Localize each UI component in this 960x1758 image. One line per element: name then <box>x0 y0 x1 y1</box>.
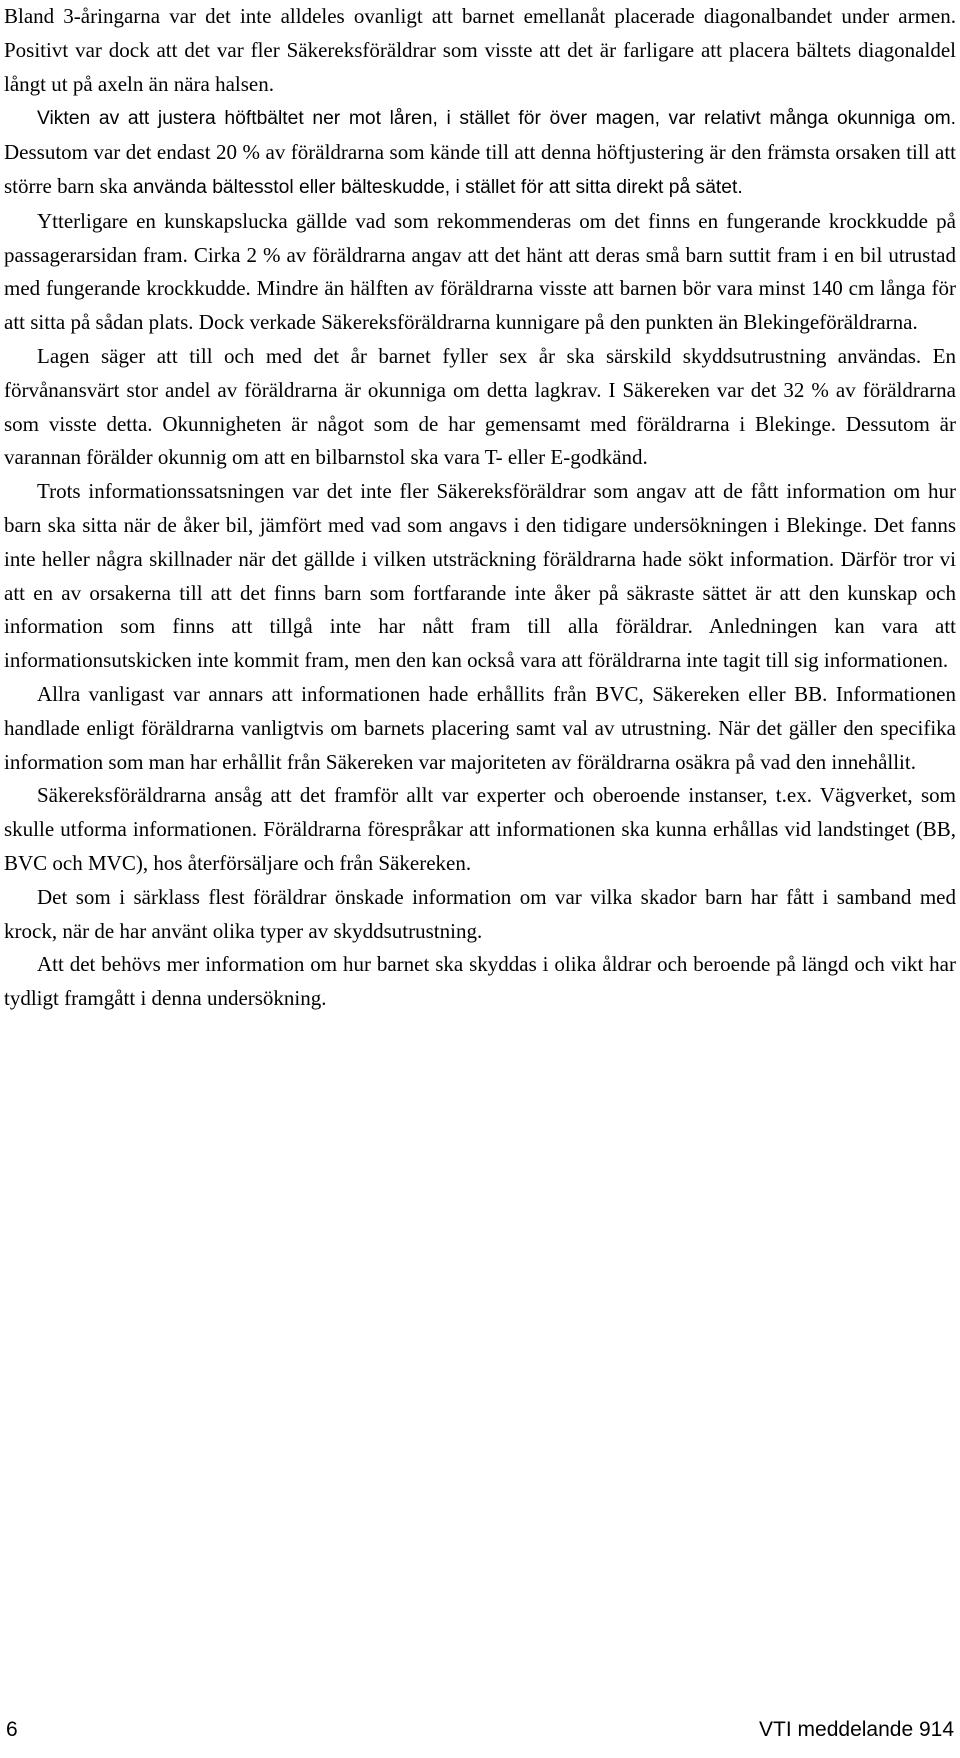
paragraph-2 <box>4 101 956 204</box>
publication-name: VTI meddelande 914 <box>759 1718 954 1741</box>
paragraph-5-text: Trots informationssatsningen var det inte fler Säkereksföräldrar som angav att de fått information om hur barn ska sitta när de åker bil, jämfört med vad som angavs i den tidigare undersökningen i Blekinge. Det fanns inte heller några skillnader när det gällde i vilken utsträckning föräldrarna hade sökt information. Därför tror vi att en av orsakerna till att det finns barn som fortfarande inte åker på säkraste sättet är att den kunskap och information som finns att tillgå inte har nått fram till alla föräldrar. Anledningen kan vara att informationsutskicken inte kommit fram, men den kan också vara att föräldrarna inte tagit till sig informationen. <box>4 479 956 673</box>
paragraph-7 <box>4 779 956 880</box>
paragraph-8 <box>4 881 956 949</box>
paragraph-3 <box>4 205 956 340</box>
paragraph-9-text: Att det behövs mer information om hur barnet ska skyddas i olika åldrar och beroende på längd och vikt har tydligt framgått i denna undersökning. <box>4 952 956 1011</box>
page-footer <box>6 1713 954 1747</box>
paragraph-4-text: Lagen säger att till och med det år barnet fyller sex år ska särskild skyddsutrustning användas. En förvånansvärt stor andel av föräldrarna är okunniga om detta lagkrav. I Säkereken var det 32 % av föräldrarna som visste detta. Okunnigheten är något som de har gemensamt med föräldrarna i Blekinge. Dessutom är varannan förälder okunnig om att en bilbarnstol ska vara T- eller E-godkänd. <box>4 343 956 470</box>
paragraph-5 <box>4 475 956 678</box>
paragraph-6-text: Allra vanligast var annars att informationen hade erhållits från BVC, Säkereken eller BB. Informationen handlade enligt föräldrarna vanligtvis om barnets placering samt val av utrustning. När det gäller den specifika information som man har erhållit från Säkereken var majoriteten av föräldrarna osäkra på vad den innehållit. <box>4 681 956 774</box>
paragraph-7-text: Säkereksföräldrarna ansåg att det framför allt var experter och oberoende instanser, t.ex. Vägverket, som skulle utforma informationen. Föräldrarna förespråkar att informationen ska kunna erhållas vid landstinget (BB, BVC och MVC), hos återförsäljare och från Säkereken. <box>4 783 956 875</box>
paragraph-6 <box>4 678 956 779</box>
page-number: 6 <box>6 1718 18 1741</box>
paragraph-8-text: Det som i särklass flest föräldrar önskade information om var vilka skador barn har fått i samband med krock, när de har använt olika typer av skyddsutrustning. <box>4 884 956 943</box>
paragraph-9 <box>4 948 956 1016</box>
paragraph-2-run-2: Dessutom var det endast 20 % av föräldrarna som kände till att denna höftjustering är den främsta orsaken till att större barn ska <box>4 140 956 198</box>
document-body <box>4 0 956 1016</box>
paragraph-2-run-1: Vikten av att justera höftbältet ner mot låren, i stället för över magen, var relativt många okunniga om. <box>37 108 956 130</box>
paragraph-1 <box>4 0 956 101</box>
paragraph-3-text: Ytterligare en kunskapslucka gällde vad som rekommenderas om det finns en fungerande krockkudde på passagerarsidan fram. Cirka 2 % av föräldrarna angav att det hänt att deras små barn suttit fram i en bil utrustad med fungerande krockkudde. Mindre än hälften av föräldrarna visste att barnen bör vara minst 140 cm långa för att sitta på sådan plats. Dock verkade Säkereksföräldrarna kunnigare på den punkten än Blekingeföräldrarna. <box>4 208 956 335</box>
paragraph-4 <box>4 340 956 475</box>
paragraph-1-text: Bland 3-åringarna var det inte alldeles ovanligt att barnet emellanåt placerade diagonalbandet under armen. Positivt var dock att det var fler Säkereksföräldrar som visste att det är farligare att placera bältets diagonaldel långt ut på axeln än nära halsen. <box>4 4 956 96</box>
paragraph-2-run-3: använda bältesstol eller bälteskudde, i stället för att sitta direkt på sätet. <box>132 176 743 198</box>
